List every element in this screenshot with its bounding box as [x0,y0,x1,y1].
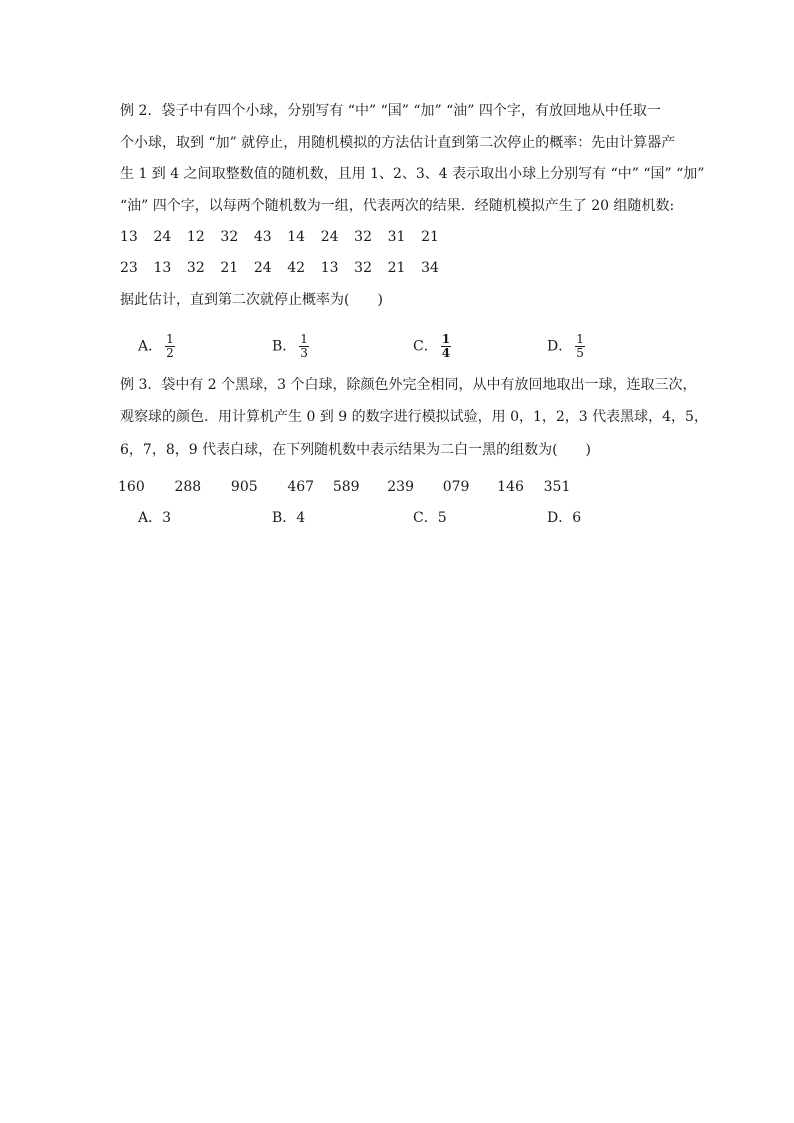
random-number: 34 [421,260,439,276]
fraction [575,333,585,360]
ex2-question: 据此估计，直到第二次就停止概率为( ) [120,292,383,308]
random-number: 42 [287,260,306,276]
ex3-text-line-2: 观察球的颜色．用计算机产生 0 到 9 的数字进行模拟试验，用 0，1，2，3 代表黑球，4，5， [120,409,708,425]
random-number: 24 [320,229,339,245]
random-number: 13 [153,260,172,276]
fraction [441,333,451,360]
random-number: 32 [186,260,205,276]
fraction-denominator: 5 [576,346,584,360]
fraction-numerator: 1 [166,332,174,346]
fraction-numerator: 1 [300,332,308,346]
ex2-option-c[interactable] [413,333,451,360]
option-value: 6 [572,510,582,526]
fraction-numerator: 1 [441,332,451,346]
option-value: 3 [162,510,172,526]
option-label: B． [272,338,297,355]
random-number: 12 [186,229,205,245]
random-number: 351 [543,479,571,495]
random-number: 467 [287,479,315,495]
ex3-text-line-3: 6，7，8，9 代表白球，在下列随机数中表示结果为二白一黑的组数为( ) [120,442,592,458]
ex2-option-b[interactable] [272,333,309,360]
option-label: A． [138,510,163,526]
ex2-text-line-2: 个小球，取到 “加” 就停止，用随机模拟的方法估计直到第二次停止的概率：先由计算器产 [120,135,676,151]
random-number: 589 [332,479,360,495]
random-number: 21 [220,260,239,276]
fraction-denominator: 2 [166,346,174,360]
random-number: 239 [387,479,414,495]
ex2-text-line-1: 例 2．袋子中有四个小球，分别写有 “中” “国” “加” “油” 四个字，有放回地从中任取一 [120,103,661,119]
fraction [299,333,309,360]
random-number: 288 [174,479,202,495]
fraction-denominator: 3 [300,346,308,360]
random-number: 23 [120,260,138,276]
random-number: 21 [387,260,406,276]
random-number: 21 [421,229,439,245]
ex3-random-numbers [118,477,574,497]
option-label: A． [138,338,163,355]
random-number: 905 [230,479,258,495]
ex2-option-d[interactable] [547,333,585,360]
ex2-text-line-4: “油” 四个字，以每两个随机数为一组，代表两次的结果．经随机模拟产生了 20 组随机数: [120,198,675,214]
random-number: 13 [320,260,339,276]
random-number: 24 [153,229,172,245]
option-label: B． [272,510,297,526]
fraction [165,333,175,360]
random-number: 079 [442,479,470,495]
random-number: 24 [253,260,272,276]
random-number: 13 [120,229,138,245]
option-label: D． [547,510,573,526]
option-label: C． [413,338,438,355]
option-value: 4 [296,510,306,526]
ex2-random-row-1 [120,227,450,247]
random-number: 32 [354,260,372,276]
option-value: 5 [437,510,447,526]
fraction-denominator: 4 [441,346,451,360]
ex3-option-d[interactable] [547,508,581,528]
random-number: 32 [354,229,372,245]
random-number: 32 [220,229,239,245]
ex2-text-line-3: 生 1 到 4 之间取整数值的随机数，且用 1、2、3、4 表示取出小球上分别写有 “中” “国” “加” [120,166,705,182]
option-label: C． [413,510,438,526]
random-number: 31 [387,229,406,245]
ex2-option-a[interactable] [138,333,175,360]
random-number: 43 [253,229,272,245]
ex3-option-c[interactable] [413,508,447,528]
ex3-option-a[interactable] [138,508,171,528]
ex3-text-line-1: 例 3．袋中有 2 个黑球，3 个白球，除颜色外完全相同，从中有放回地取出一球，连取三次， [120,377,697,393]
random-number: 14 [287,229,306,245]
random-number: 146 [497,479,524,495]
ex2-random-row-2 [120,258,450,278]
random-number: 160 [118,479,145,495]
fraction-numerator: 1 [576,332,584,346]
option-label: D． [547,338,573,355]
ex3-option-b[interactable] [272,508,305,528]
